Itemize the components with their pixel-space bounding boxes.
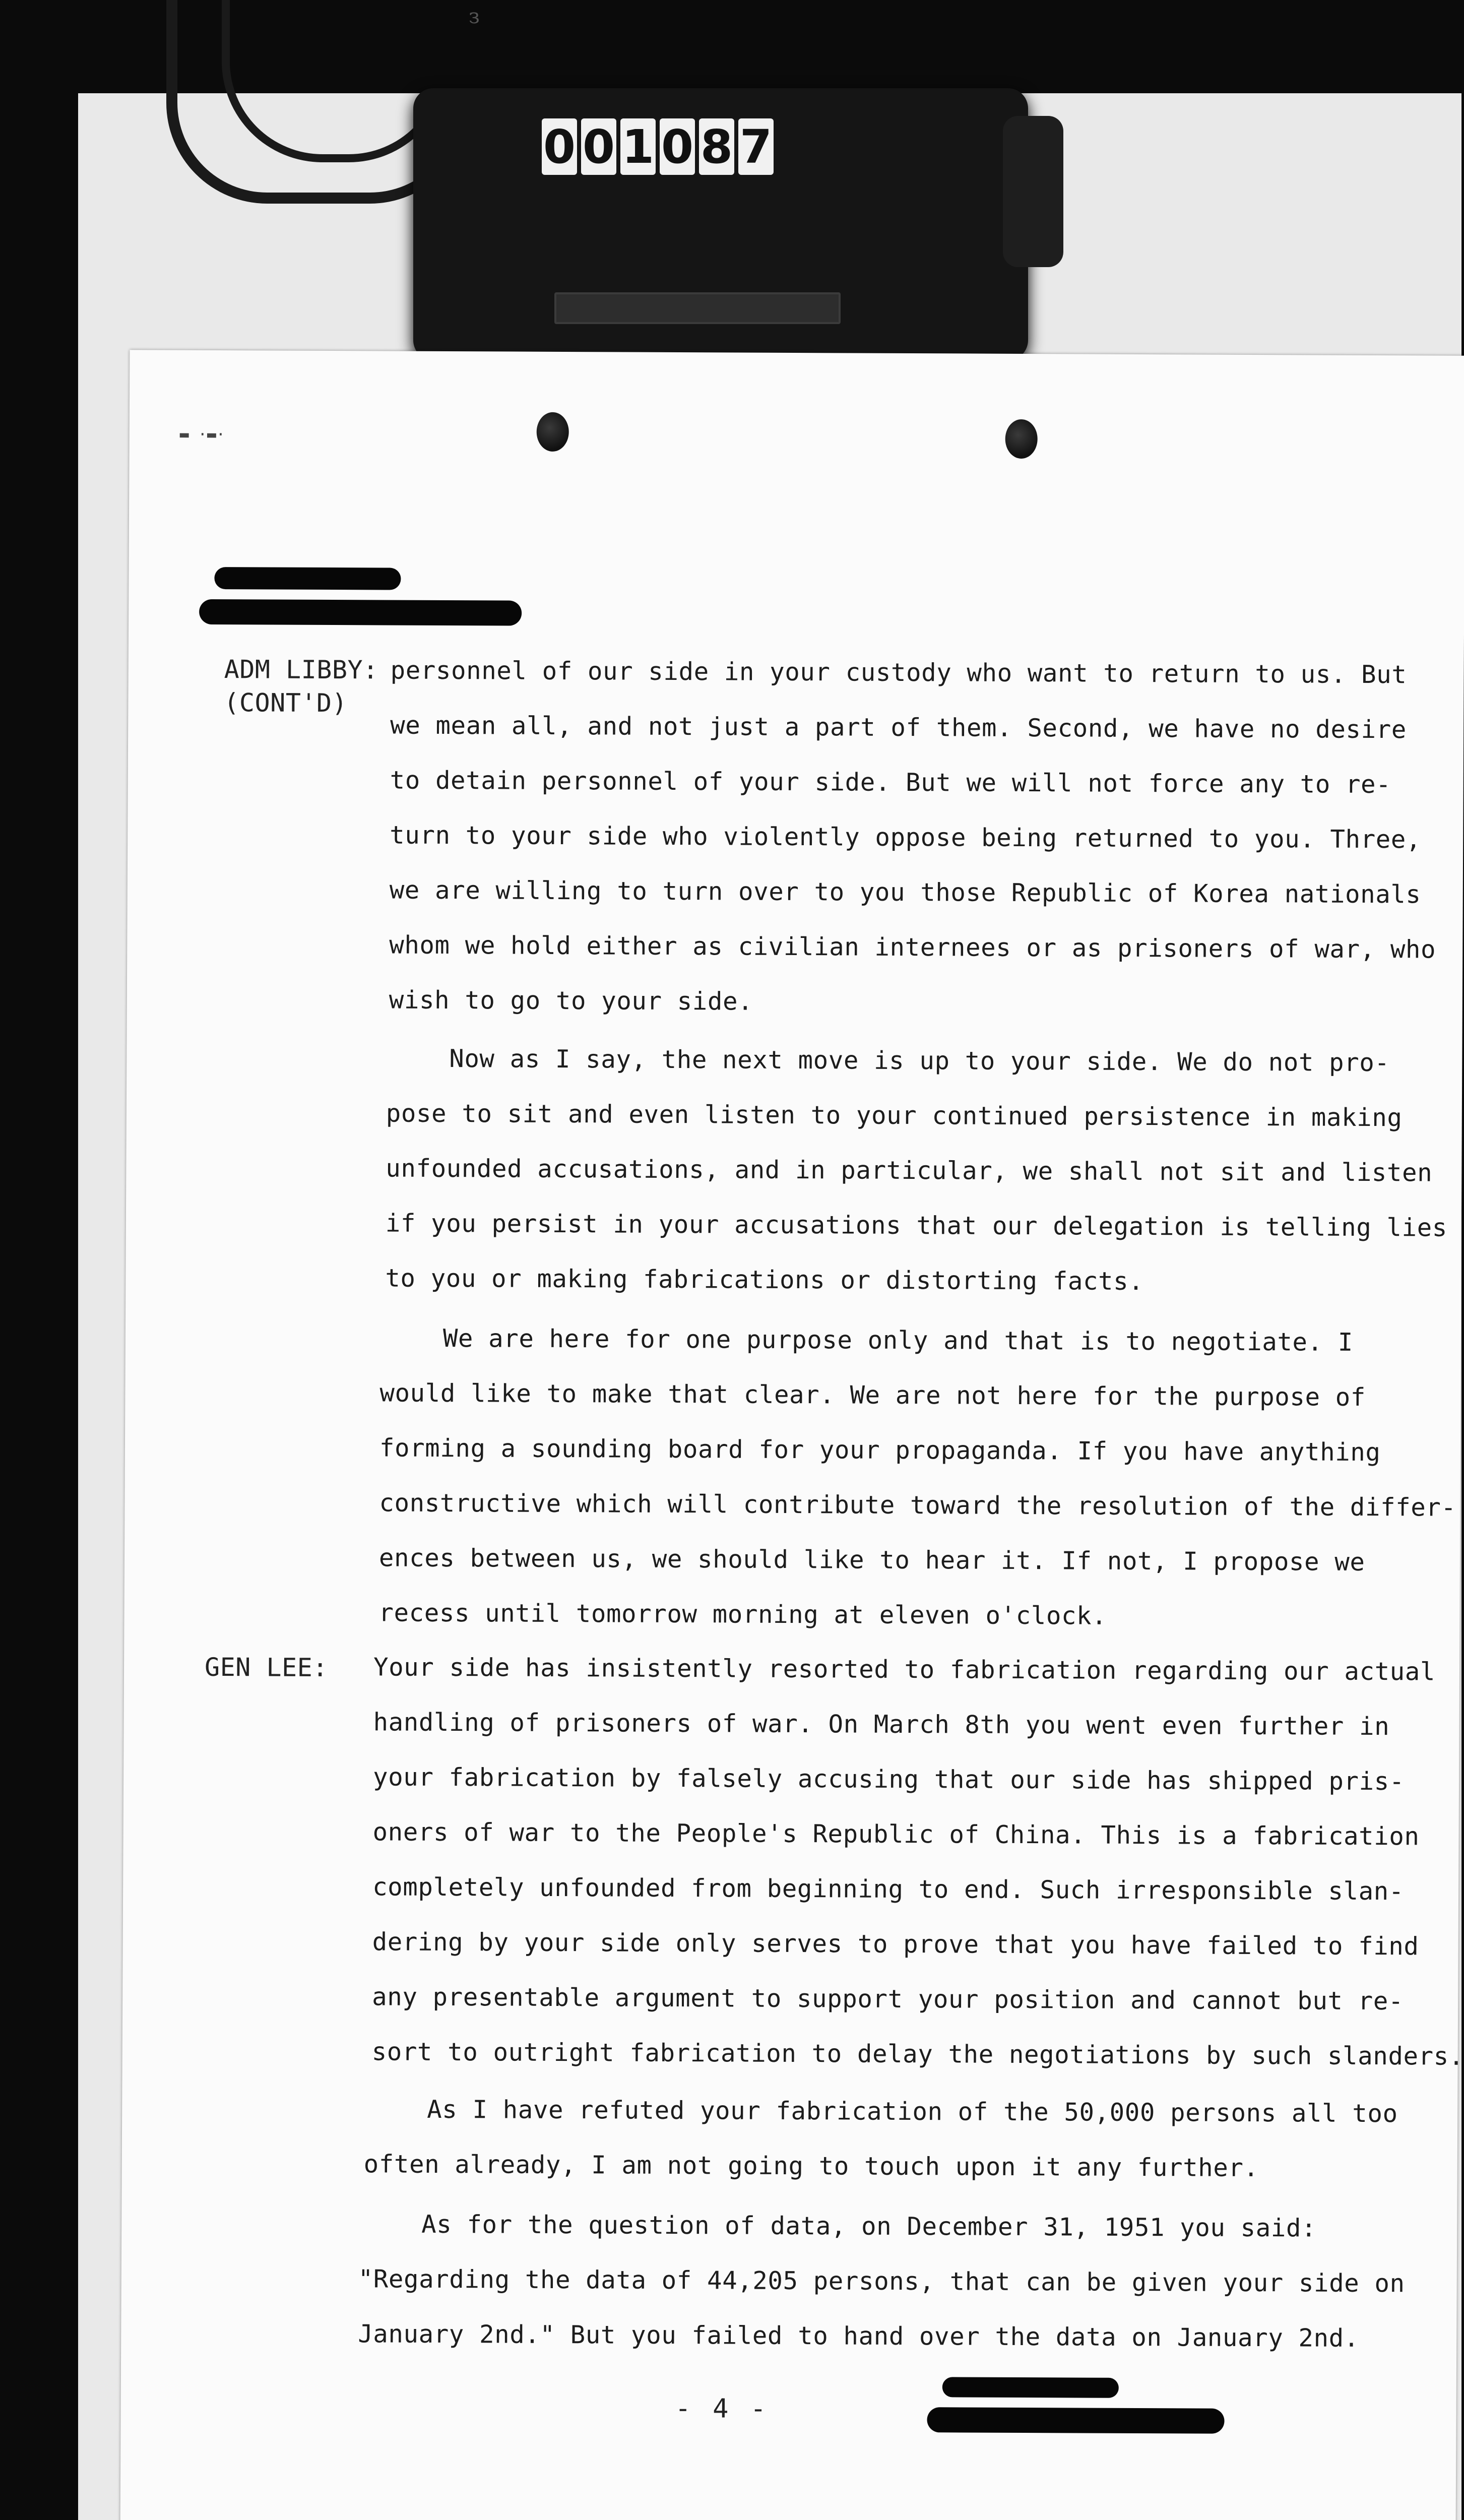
paragraph-line: ences between us, we should like to hear it. If not, I propose we [378,1543,1365,1577]
paragraph-line: to you or making fabrications or distorting facts. [385,1264,1144,1296]
paragraph-line: would like to make that clear. We are not here for the purpose of [379,1378,1366,1412]
paragraph-line: any presentable argument to support your position and cannot but re- [372,1982,1404,2016]
paragraph-line: oners of war to the People's Republic of China. This is a fabrication [372,1817,1420,1851]
paragraph-line: recess until tomorrow morning at eleven o'clock. [378,1598,1107,1630]
film-edge-mark: з [469,5,480,28]
paragraph-line: handling of prisoners of war. On March 8th you went even further in [373,1708,1390,1741]
counter-digit: 1 [620,118,656,175]
redaction-bar [199,599,522,626]
counter-digit: 7 [738,118,774,175]
redaction-bar [927,2407,1224,2434]
paragraph-line: dering by your side only serves to prove that you have failed to find [372,1927,1419,1961]
punch-hole-right [1005,419,1038,459]
paragraph-line: we are willing to turn over to you those Republic of Korea nationals [389,875,1421,909]
paragraph-line: Your side has insistently resorted to fabrication regarding our actual [373,1653,1436,1686]
paragraph-line: We are here for one purpose only and that is to negotiate. I [442,1324,1354,1357]
speaker-label-gen-lee: GEN LEE: [204,1652,328,1682]
paragraph-line: to detain personnel of your side. But we will not force any to re- [390,766,1391,799]
paragraph-line: your fabrication by falsely accusing that our side has shipped pris- [372,1762,1405,1796]
paragraph-line: pose to sit and even listen to your continued persistence in making [386,1099,1403,1132]
frame-counter-digits [542,118,774,176]
redaction-bar [942,2377,1119,2398]
redaction-bar [214,567,401,590]
counter-digit: 0 [660,118,695,175]
paragraph-line: constructive which will contribute toward the resolution of the differ- [379,1488,1456,1522]
paragraph-line: if you persist in your accusations that our delegation is telling lies [385,1209,1448,1242]
speaker-label-adm-libby: ADM LIBBY: (CONT'D) [224,655,378,718]
stray-mark: ▬ ·▬· [179,425,226,444]
paragraph-line: Now as I say, the next move is up to your side. We do not pro- [449,1044,1390,1078]
paragraph-line: personnel of our side in your custody who want to return to us. But [390,656,1407,689]
paragraph-line: forming a sounding board for your propaganda. If you have anything [379,1433,1381,1467]
paragraph-line: we mean all, and not just a part of them. Second, we have no desire [390,711,1407,744]
paragraph-line: whom we hold either as civilian internees or as prisoners of war, who [389,930,1436,964]
paragraph-line: completely unfounded from beginning to end. Such irresponsible slan- [372,1872,1405,1906]
counter-knob [1003,116,1063,267]
punch-hole-left [537,412,569,452]
counter-nameplate [554,292,841,324]
page-number: - 4 - [675,2393,770,2424]
counter-digit: 0 [581,118,616,175]
counter-digit: 8 [699,118,734,175]
paragraph-line: unfounded accusations, and in particular, we shall not sit and listen [386,1154,1433,1187]
paragraph-line: "Regarding the data of 44,205 persons, that can be given your side on [358,2264,1405,2298]
paragraph-line: often already, I am not going to touch upon it any further. [363,2150,1259,2183]
paragraph-line: turn to your side who violently oppose being returned to you. Three, [390,821,1422,854]
paragraph-line: As for the question of data, on December 31, 1951 you said: [421,2210,1317,2243]
document-page [120,350,1464,2520]
paragraph-line: January 2nd." But you failed to hand over the data on January 2nd. [358,2319,1360,2353]
paragraph-line: wish to go to your side. [389,985,753,1016]
paragraph-line: As I have refuted your fabrication of the 50,000 persons all too [427,2095,1398,2128]
paragraph-line: sort to outright fabrication to delay the negotiations by such slanders. [371,2037,1464,2071]
counter-digit: 0 [542,118,577,175]
